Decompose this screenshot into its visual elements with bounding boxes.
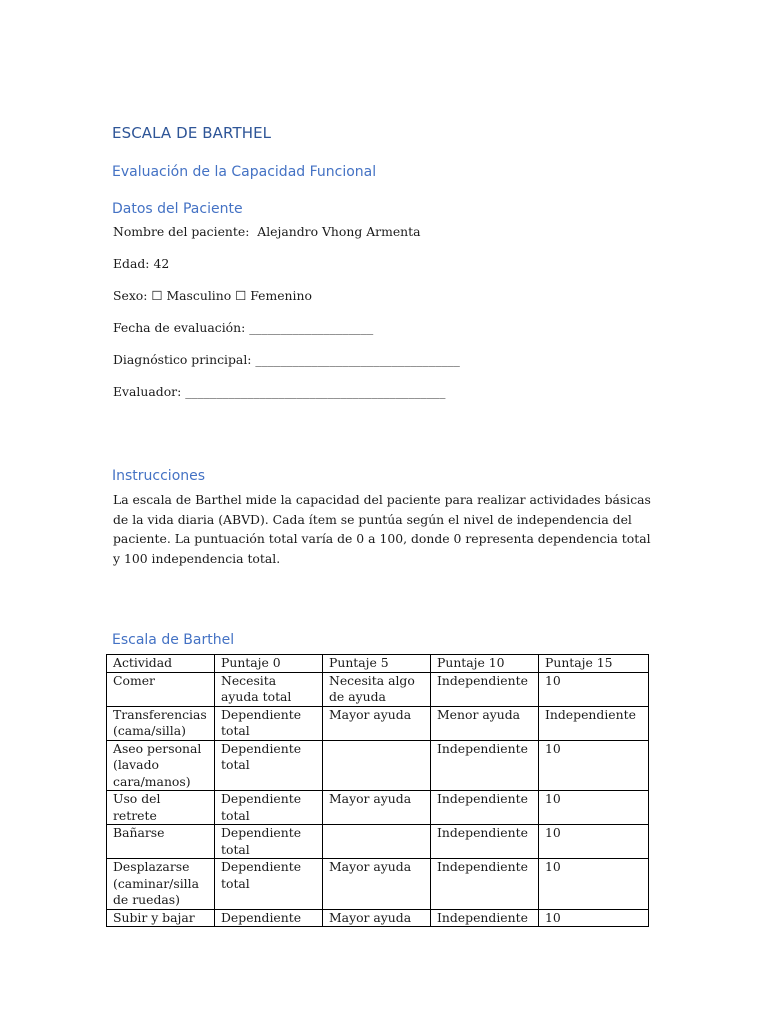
table-cell: Subir y bajar <box>107 909 215 927</box>
table-row <box>107 825 649 859</box>
table-cell: 10 <box>539 909 649 927</box>
table-cell: Independiente <box>431 740 539 791</box>
table-cell: Bañarse <box>107 825 215 859</box>
scale-heading: Escala de Barthel <box>112 632 235 648</box>
age-value[interactable]: 42 <box>153 256 170 271</box>
table-cell: Dependiente total <box>215 859 323 910</box>
table-row <box>107 740 649 791</box>
column-header: Puntaje 5 <box>323 655 431 673</box>
table-cell: Independiente <box>431 859 539 910</box>
sex-field <box>113 288 312 304</box>
table-cell: Dependiente total <box>215 791 323 825</box>
document-title: ESCALA DE BARTHEL <box>112 124 272 142</box>
evaluation-date-blank[interactable]: ____________________ <box>249 320 374 335</box>
table-row <box>107 909 649 927</box>
table-cell: Transferencias (cama/silla) <box>107 706 215 740</box>
table-cell: 10 <box>539 740 649 791</box>
table-cell: Aseo personal (lavado cara/manos) <box>107 740 215 791</box>
table-cell: Dependiente total <box>215 825 323 859</box>
patient-name-field <box>113 224 421 240</box>
table-cell: 10 <box>539 859 649 910</box>
table-cell: Dependiente total <box>215 740 323 791</box>
diagnosis-field <box>113 352 460 368</box>
sex-label: Sexo: <box>113 288 148 303</box>
instructions-text: La escala de Barthel mide la capacidad del paciente para realizar actividades básicas de la vida diaria (ABVD). Cada ítem se puntúa según el nivel de independencia del paciente. La puntuación total varía de 0 a 100, donde 0 representa dependencia total y 100 independencia total. <box>113 492 651 566</box>
evaluation-date-label: Fecha de evaluación: <box>113 320 246 335</box>
table-cell: Uso del retrete <box>107 791 215 825</box>
table-cell: Independiente <box>431 672 539 706</box>
diagnosis-label: Diagnóstico principal: <box>113 352 252 367</box>
table-cell: Independiente <box>431 909 539 927</box>
table-cell: Independiente <box>431 791 539 825</box>
checkbox-masculino-icon[interactable]: ☐ <box>151 288 163 303</box>
table-cell: 10 <box>539 825 649 859</box>
checkbox-femenino-icon[interactable]: ☐ <box>235 288 247 303</box>
option-femenino: Femenino <box>250 288 312 303</box>
table-cell: Menor ayuda <box>431 706 539 740</box>
option-masculino: Masculino <box>166 288 232 303</box>
table-cell: Mayor ayuda <box>323 791 431 825</box>
table-cell: Mayor ayuda <box>323 859 431 910</box>
patient-name-value[interactable]: Alejandro Vhong Armenta <box>257 224 421 239</box>
evaluator-label: Evaluador: <box>113 384 182 399</box>
table-cell: 10 <box>539 791 649 825</box>
table-cell: Dependiente total <box>215 706 323 740</box>
table-row <box>107 672 649 706</box>
table-cell: Independiente <box>539 706 649 740</box>
table-cell: Comer <box>107 672 215 706</box>
table-cell <box>323 825 431 859</box>
table-cell: Mayor ayuda <box>323 909 431 927</box>
instructions-heading: Instrucciones <box>112 468 206 484</box>
table-cell: 10 <box>539 672 649 706</box>
table-cell: Dependiente <box>215 909 323 927</box>
barthel-table <box>106 654 649 927</box>
age-label: Edad: <box>113 256 150 271</box>
diagnosis-blank[interactable]: _________________________________ <box>255 352 460 367</box>
table-row <box>107 706 649 740</box>
column-header: Puntaje 10 <box>431 655 539 673</box>
age-field <box>113 256 169 272</box>
column-header: Puntaje 15 <box>539 655 649 673</box>
evaluation-date-field <box>113 320 373 336</box>
patient-name-label: Nombre del paciente: <box>113 224 250 239</box>
table-cell: Desplazarse (caminar/silla de ruedas) <box>107 859 215 910</box>
table-cell <box>323 740 431 791</box>
subtitle: Evaluación de la Capacidad Funcional <box>112 164 377 180</box>
table-cell: Mayor ayuda <box>323 706 431 740</box>
column-header: Puntaje 0 <box>215 655 323 673</box>
table-cell: Necesita algo de ayuda <box>323 672 431 706</box>
table-cell: Independiente <box>431 825 539 859</box>
table-cell: Necesita ayuda total <box>215 672 323 706</box>
patient-section-heading: Datos del Paciente <box>112 201 243 217</box>
evaluator-blank[interactable]: __________________________________________ <box>185 384 446 399</box>
table-row <box>107 791 649 825</box>
evaluator-field <box>113 384 445 400</box>
column-header: Actividad <box>107 655 215 673</box>
table-header-row <box>107 655 649 673</box>
table-row <box>107 859 649 910</box>
